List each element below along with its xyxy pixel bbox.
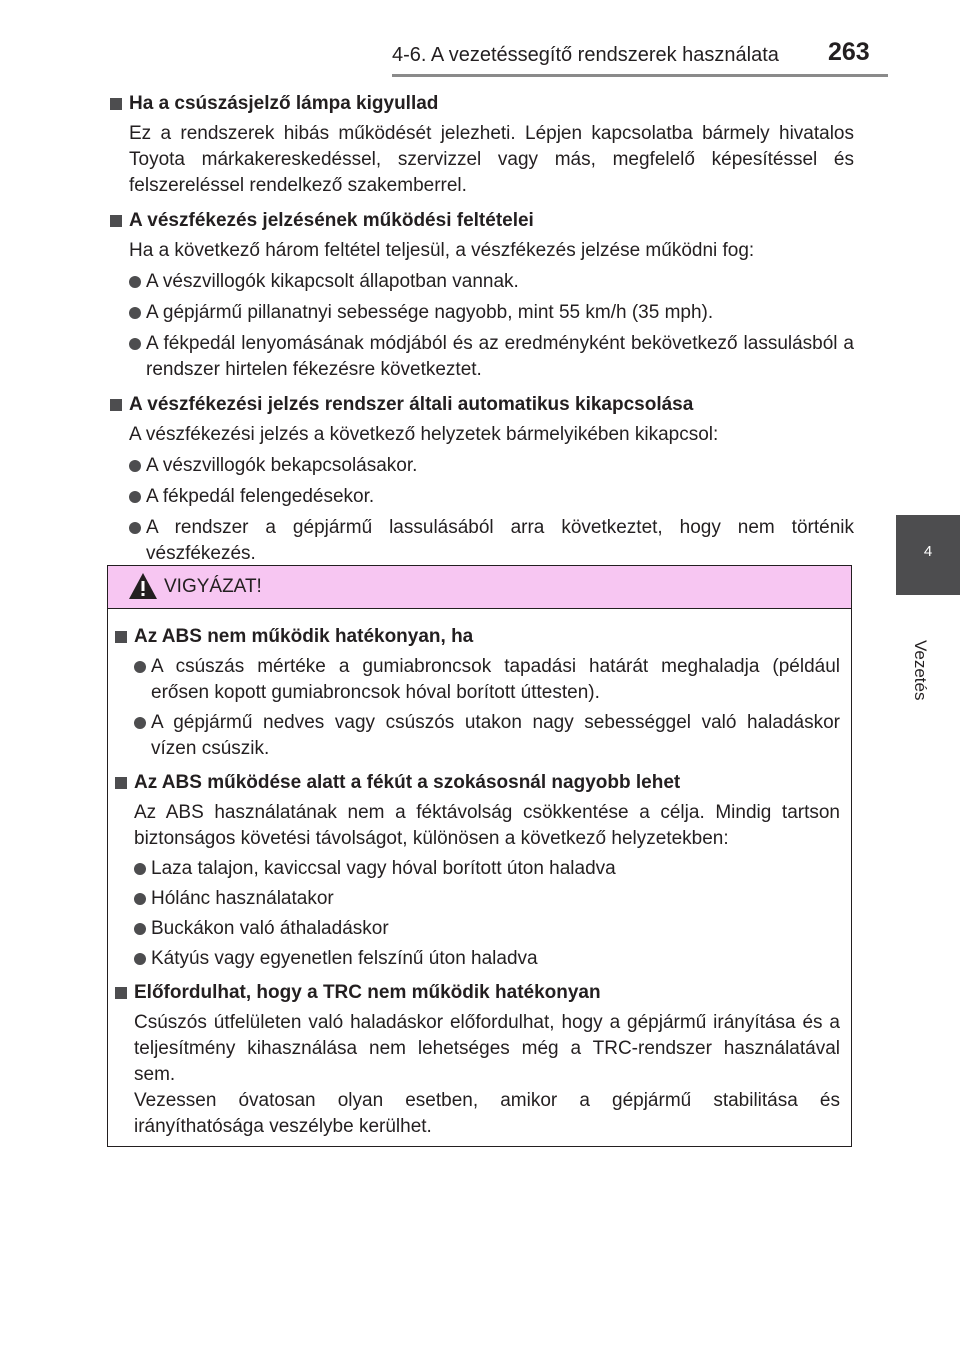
round-bullet-icon (134, 893, 146, 905)
list-item: Kátyús vagy egyenetlen felszínű úton haladva (114, 946, 840, 972)
section-text: Ez a rendszerek hibás működését jelezheti. Lépjen kapcsolatba bármely hivatalos Toyota márkakereskedéssel, szervizzel vagy más, megfelelő képesítéssel és felszereléssel rendelkező szakemberrel. (129, 123, 854, 196)
round-bullet-icon (129, 491, 141, 503)
round-bullet-icon (129, 338, 141, 350)
warning-triangle-icon (128, 572, 158, 600)
warning-text: Vezessen óvatosan olyan esetben, amikor a gépjármű stabilitása és irányíthatósága veszélybe kerülhet. (134, 1090, 840, 1137)
warning-heading: Az ABS nem működik hatékonyan, ha (114, 624, 840, 650)
section-title: 4-6. A vezetéssegítő rendszerek használata (392, 44, 779, 66)
round-bullet-icon (134, 863, 146, 875)
warning-text: Az ABS használatának nem a féktávolság csökkentése a célja. Mindig tartson biztonságos követési távolságot, különösen a következő helyzetekben: (134, 802, 840, 849)
round-bullet-icon (134, 953, 146, 965)
square-bullet-icon (115, 987, 127, 999)
square-bullet-icon (110, 98, 122, 110)
warning-header (108, 566, 851, 609)
round-bullet-icon (134, 923, 146, 935)
list-item: Hólánc használatakor (114, 886, 840, 912)
round-bullet-icon (129, 276, 141, 288)
warning-title: VIGYÁZAT! (164, 576, 262, 597)
square-bullet-icon (110, 399, 122, 411)
chapter-label: Vezetés (911, 640, 930, 701)
round-bullet-icon (129, 460, 141, 472)
header-divider (392, 74, 888, 77)
list-item: A csúszás mértéke a gumiabroncsok tapadási határát meghaladja (például erősen kopott gumiabroncsok hóval borított úttesten). (114, 654, 840, 706)
chapter-tab (896, 515, 960, 595)
list-item: A gépjármű nedves vagy csúszós utakon nagy sebességgel való haladáskor vízen csúszik. (114, 710, 840, 762)
section-text: Ha a következő három feltétel teljesül, a vészfékezés jelzése működni fog: (129, 240, 755, 261)
list-item: Laza talajon, kaviccsal vagy hóval borított úton haladva (114, 856, 840, 882)
warning-heading: Az ABS működése alatt a fékút a szokásosnál nagyobb lehet (114, 770, 840, 796)
page-number: 263 (828, 38, 870, 66)
main-content (109, 91, 854, 567)
round-bullet-icon (129, 307, 141, 319)
list-item: A fékpedál felengedésekor. (109, 484, 854, 510)
list-item: Buckákon való áthaladáskor (114, 916, 840, 942)
round-bullet-icon (134, 717, 146, 729)
section-heading: A vészfékezés jelzésének működési feltételei (109, 208, 854, 234)
square-bullet-icon (110, 215, 122, 227)
list-item: A fékpedál lenyomásának módjából és az eredményként bekövetkező lassulásból a rendszer hirtelen fékezésre következtet. (109, 331, 854, 383)
list-item: A rendszer a gépjármű lassulásából arra következtet, hogy nem történik vészfékezés. (109, 515, 854, 567)
square-bullet-icon (115, 631, 127, 643)
warning-text: Csúszós útfelületen való haladáskor előfordulhat, hogy a gépjármű irányítása és a teljesítmény kihasználása nem lehetséges még a TRC-rendszer használatával sem. (134, 1012, 840, 1085)
section-text: A vészfékezési jelzés a következő helyzetek bármelyikében kikapcsol: (129, 424, 719, 445)
list-item: A gépjármű pillanatnyi sebessége nagyobb, mint 55 km/h (35 mph). (109, 300, 854, 326)
chapter-number: 4 (923, 543, 933, 560)
round-bullet-icon (129, 522, 141, 534)
warning-box (107, 565, 852, 1147)
square-bullet-icon (115, 777, 127, 789)
round-bullet-icon (134, 661, 146, 673)
warning-body (114, 624, 840, 1140)
list-item: A vészvillogók kikapcsolt állapotban vannak. (109, 269, 854, 295)
section-heading: A vészfékezési jelzés rendszer általi automatikus kikapcsolása (109, 392, 854, 418)
warning-heading: Előfordulhat, hogy a TRC nem működik hatékonyan (114, 980, 840, 1006)
list-item: A vészvillogók bekapcsolásakor. (109, 453, 854, 479)
section-heading: Ha a csúszásjelző lámpa kigyullad (109, 91, 854, 117)
